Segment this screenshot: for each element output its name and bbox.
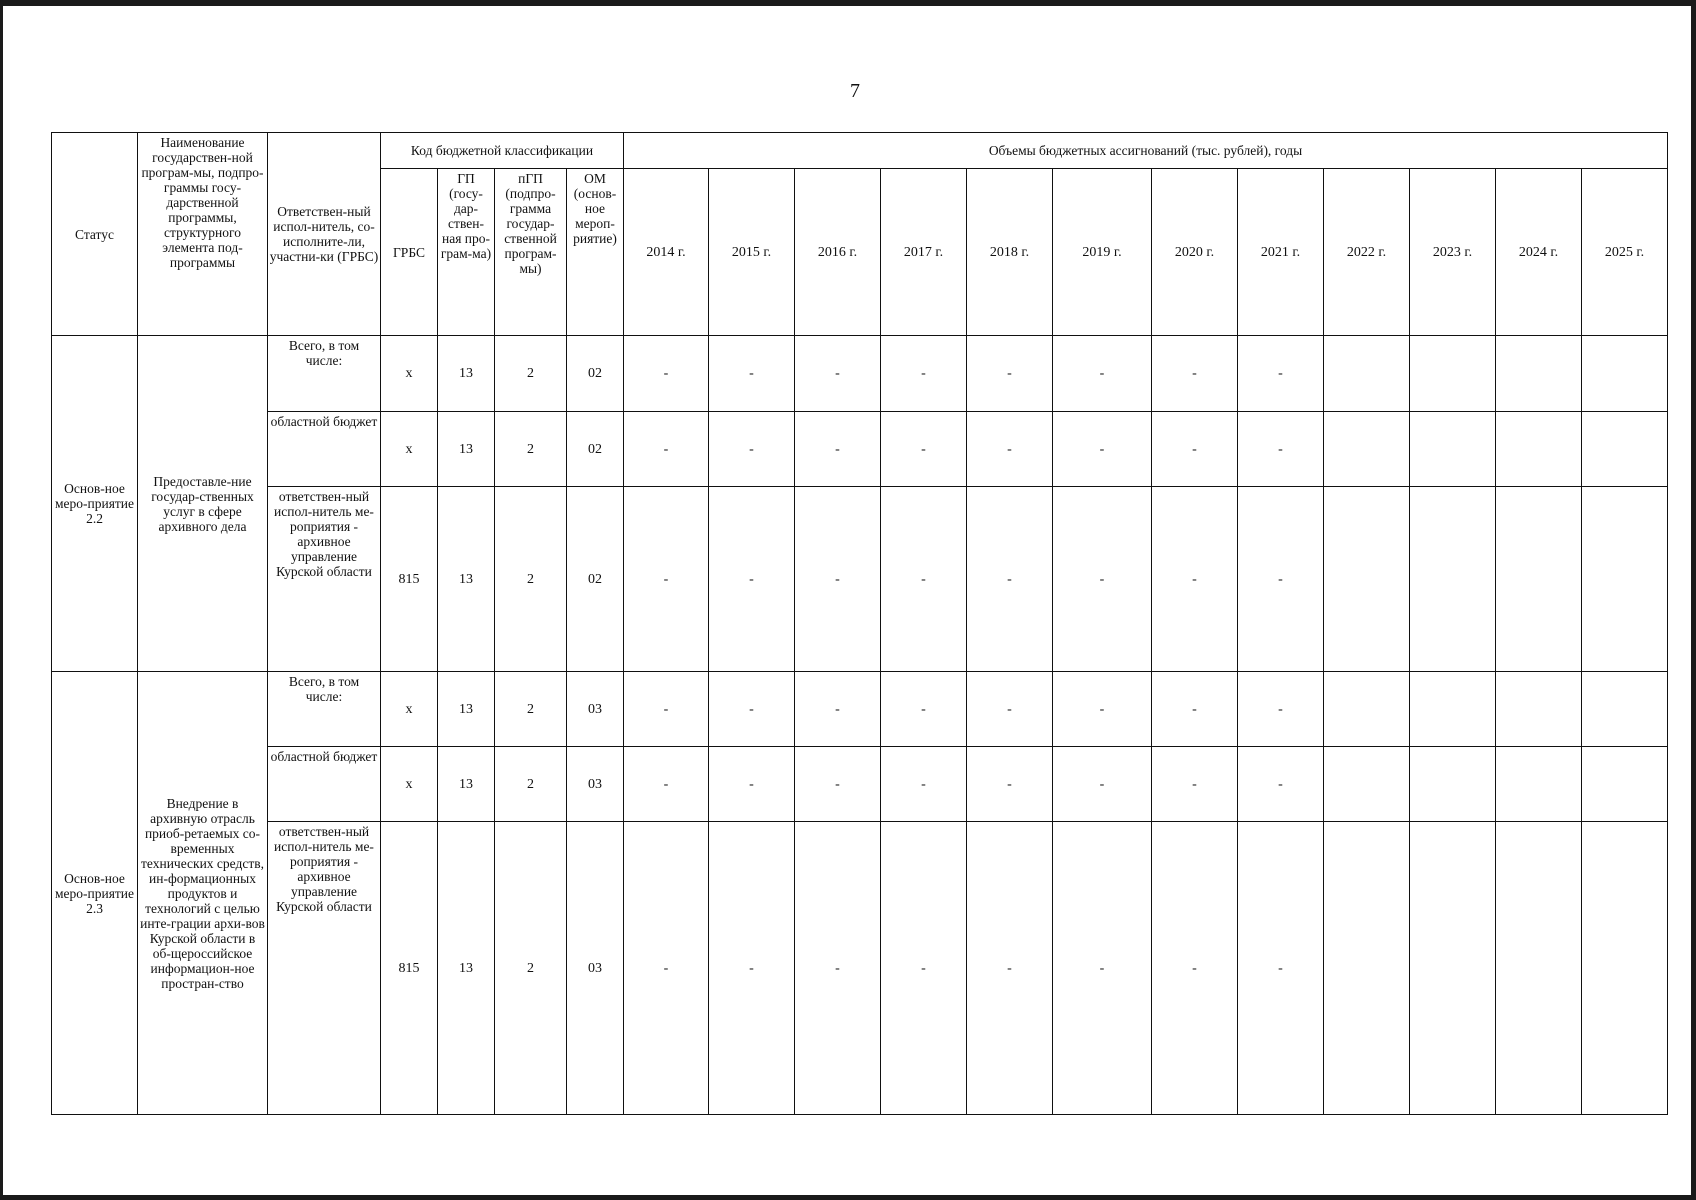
table-row	[52, 412, 1668, 487]
value-cell	[1582, 822, 1668, 1115]
value-cell: -	[624, 672, 709, 747]
value-cell: -	[1152, 336, 1238, 412]
value-cell: -	[967, 336, 1053, 412]
value-cell	[1410, 412, 1496, 487]
value-cell	[1496, 336, 1582, 412]
pgp-cell: 2	[495, 487, 567, 672]
value-cell	[1410, 487, 1496, 672]
pgp-cell: 2	[495, 412, 567, 487]
scan-edge-right	[1691, 0, 1696, 1200]
value-cell	[1496, 672, 1582, 747]
header-year: 2017 г.	[881, 169, 967, 336]
header-code-group: Код бюджетной классификации	[381, 133, 624, 169]
header-pgp: пГП (подпро-грамма государ-ственной програм-мы)	[495, 169, 567, 336]
value-cell: -	[1238, 672, 1324, 747]
value-cell: -	[1053, 487, 1152, 672]
value-cell: -	[709, 412, 795, 487]
value-cell: -	[624, 412, 709, 487]
value-cell: -	[1053, 336, 1152, 412]
gp-cell: 13	[438, 822, 495, 1115]
value-cell	[1324, 822, 1410, 1115]
value-cell: -	[795, 822, 881, 1115]
pgp-cell: 2	[495, 336, 567, 412]
value-cell: -	[1238, 412, 1324, 487]
value-cell: -	[967, 672, 1053, 747]
gp-cell: 13	[438, 487, 495, 672]
scan-edge-bottom	[0, 1195, 1696, 1200]
gp-cell: 13	[438, 412, 495, 487]
value-cell	[1582, 336, 1668, 412]
grbs-cell: 815	[381, 487, 438, 672]
value-cell: -	[709, 487, 795, 672]
value-cell	[1324, 487, 1410, 672]
table-body	[52, 336, 1668, 1115]
header-year: 2024 г.	[1496, 169, 1582, 336]
header-status: Статус	[52, 133, 138, 336]
gp-cell: 13	[438, 747, 495, 822]
value-cell: -	[795, 487, 881, 672]
value-cell: -	[795, 747, 881, 822]
value-cell: -	[881, 822, 967, 1115]
om-cell: 03	[567, 747, 624, 822]
pgp-cell: 2	[495, 822, 567, 1115]
header-year: 2014 г.	[624, 169, 709, 336]
value-cell	[1496, 412, 1582, 487]
pgp-cell: 2	[495, 747, 567, 822]
value-cell: -	[967, 487, 1053, 672]
page-number: 7	[850, 80, 860, 102]
table-header	[52, 133, 1668, 336]
header-grbs: ГРБС	[381, 169, 438, 336]
value-cell: -	[967, 747, 1053, 822]
value-cell: -	[624, 336, 709, 412]
header-year: 2020 г.	[1152, 169, 1238, 336]
value-cell: -	[881, 336, 967, 412]
responsible-cell: Всего, в том числе:	[268, 672, 381, 747]
value-cell: -	[709, 672, 795, 747]
table-row	[52, 336, 1668, 412]
value-cell	[1496, 822, 1582, 1115]
value-cell: -	[1152, 747, 1238, 822]
value-cell: -	[624, 822, 709, 1115]
header-responsible: Ответствен-ный испол-нитель, со-исполните-ли, участни-ки (ГРБС)	[268, 133, 381, 336]
table-row	[52, 747, 1668, 822]
value-cell: -	[795, 336, 881, 412]
header-year: 2025 г.	[1582, 169, 1668, 336]
value-cell: -	[624, 747, 709, 822]
header-year: 2018 г.	[967, 169, 1053, 336]
value-cell: -	[967, 822, 1053, 1115]
value-cell: -	[1053, 672, 1152, 747]
scan-edge-top	[0, 0, 1696, 6]
header-year: 2016 г.	[795, 169, 881, 336]
value-cell	[1582, 747, 1668, 822]
value-cell: -	[881, 672, 967, 747]
header-om: ОМ (основ-ное мероп-риятие)	[567, 169, 624, 336]
responsible-cell: областной бюджет	[268, 412, 381, 487]
value-cell: -	[795, 672, 881, 747]
value-cell: -	[1053, 822, 1152, 1115]
value-cell	[1324, 336, 1410, 412]
status-cell: Основ-ное меро-приятие 2.2	[52, 336, 138, 672]
header-year: 2015 г.	[709, 169, 795, 336]
value-cell: -	[1238, 487, 1324, 672]
value-cell	[1410, 672, 1496, 747]
value-cell	[1582, 412, 1668, 487]
table-row	[52, 822, 1668, 1115]
responsible-cell: ответствен-ный испол-нитель ме-роприятия - архивное управление Курской области	[268, 487, 381, 672]
value-cell: -	[709, 336, 795, 412]
value-cell: -	[881, 412, 967, 487]
grbs-cell: х	[381, 412, 438, 487]
value-cell: -	[1152, 822, 1238, 1115]
header-year: 2019 г.	[1053, 169, 1152, 336]
value-cell	[1324, 747, 1410, 822]
value-cell	[1410, 822, 1496, 1115]
value-cell: -	[881, 487, 967, 672]
value-cell	[1324, 672, 1410, 747]
grbs-cell: 815	[381, 822, 438, 1115]
table-row	[52, 672, 1668, 747]
header-gp: ГП (госу-дар-ствен-ная про-грам-ма)	[438, 169, 495, 336]
scan-edge-left	[0, 0, 3, 1200]
header-year: 2022 г.	[1324, 169, 1410, 336]
om-cell: 02	[567, 412, 624, 487]
value-cell	[1496, 747, 1582, 822]
value-cell	[1410, 336, 1496, 412]
value-cell: -	[1053, 412, 1152, 487]
name-cell: Внедрение в архивную отрасль приоб-ретаемых со-временных технических средств, ин-формационных продуктов и технологий с целью инте-грации архи-вов Курской области в об-щероссийское информацион-ное простран-ство	[138, 672, 268, 1115]
value-cell: -	[1152, 487, 1238, 672]
header-year: 2023 г.	[1410, 169, 1496, 336]
value-cell: -	[1238, 747, 1324, 822]
budget-table	[51, 132, 1668, 1115]
header-volumes-group: Объемы бюджетных ассигнований (тыс. рублей), годы	[624, 133, 1668, 169]
gp-cell: 13	[438, 336, 495, 412]
grbs-cell: х	[381, 336, 438, 412]
value-cell	[1496, 487, 1582, 672]
value-cell: -	[795, 412, 881, 487]
grbs-cell: х	[381, 672, 438, 747]
responsible-cell: областной бюджет	[268, 747, 381, 822]
value-cell: -	[881, 747, 967, 822]
value-cell: -	[967, 412, 1053, 487]
header-year: 2021 г.	[1238, 169, 1324, 336]
responsible-cell: ответствен-ный испол-нитель ме-роприятия - архивное управление Курской области	[268, 822, 381, 1115]
value-cell: -	[1238, 336, 1324, 412]
gp-cell: 13	[438, 672, 495, 747]
value-cell: -	[1053, 747, 1152, 822]
om-cell: 02	[567, 487, 624, 672]
header-name: Наименование государствен-ной програм-мы, подпро-граммы госу-дарственной программы, структурного элемента под-программы	[138, 133, 268, 336]
om-cell: 03	[567, 672, 624, 747]
om-cell: 03	[567, 822, 624, 1115]
value-cell	[1324, 412, 1410, 487]
value-cell	[1582, 672, 1668, 747]
responsible-cell: Всего, в том числе:	[268, 336, 381, 412]
grbs-cell: х	[381, 747, 438, 822]
value-cell	[1410, 747, 1496, 822]
pgp-cell: 2	[495, 672, 567, 747]
value-cell: -	[709, 747, 795, 822]
table-row	[52, 487, 1668, 672]
value-cell	[1582, 487, 1668, 672]
om-cell: 02	[567, 336, 624, 412]
name-cell: Предоставле-ние государ-ственных услуг в сфере архивного дела	[138, 336, 268, 672]
value-cell: -	[624, 487, 709, 672]
value-cell: -	[1152, 672, 1238, 747]
value-cell: -	[1238, 822, 1324, 1115]
value-cell: -	[709, 822, 795, 1115]
value-cell: -	[1152, 412, 1238, 487]
status-cell: Основ-ное меро-приятие 2.3	[52, 672, 138, 1115]
